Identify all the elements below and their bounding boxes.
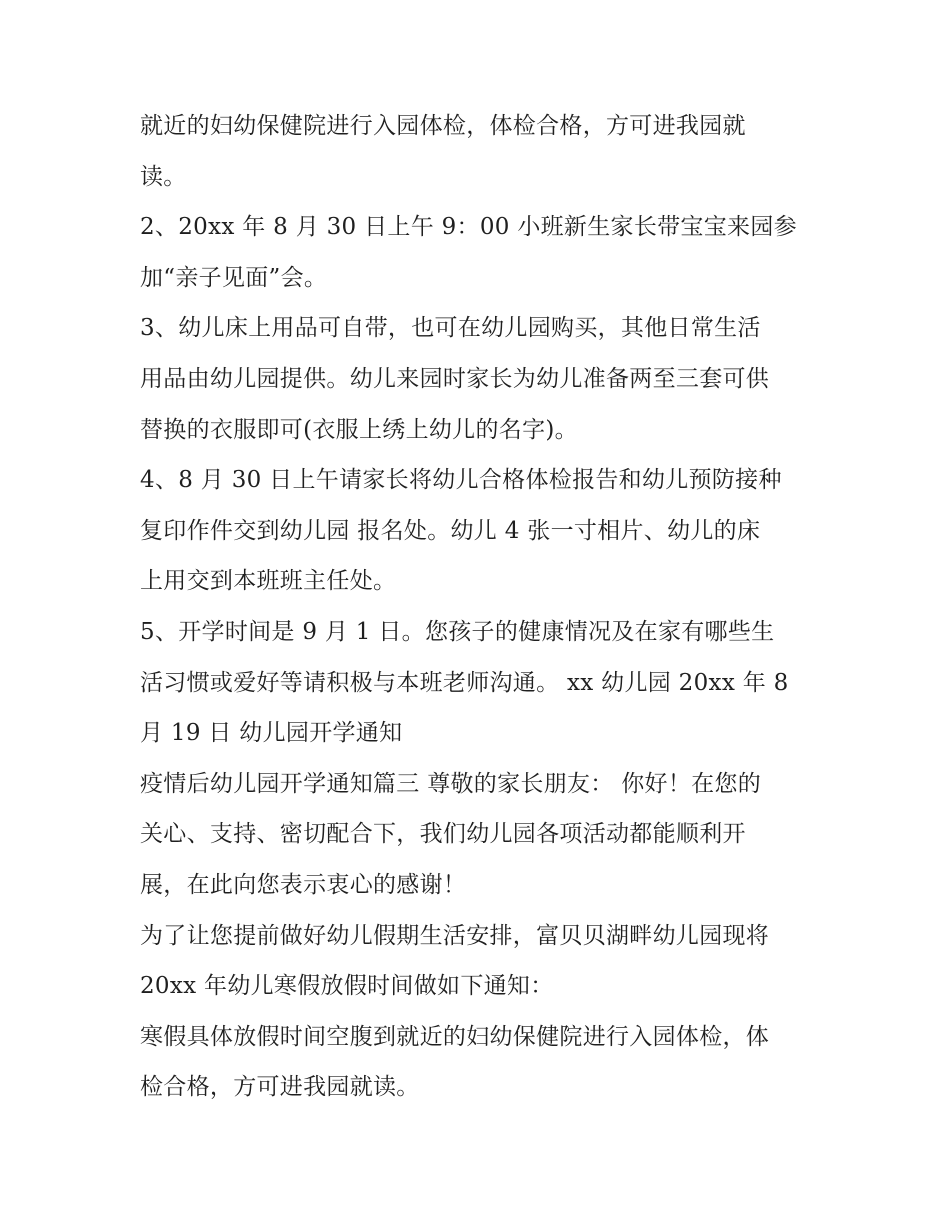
text-line: 替换的衣服即可(衣服上绣上幼儿的名字)。 xyxy=(140,416,578,443)
text-line: 活习惯或爱好等请积极与本班老师沟通。 xx 幼儿园 20xx 年 8 xyxy=(140,669,789,696)
text-line: 加“亲子见面”会。 xyxy=(140,264,328,291)
text-line: 关心、支持、密切配合下，我们幼儿园各项活动都能顺利开 xyxy=(140,821,746,848)
text-line: 检合格，方可进我园就读。 xyxy=(140,1074,420,1101)
text-line: 就近的妇幼保健院进行入园体检，体检合格，方可进我园就 xyxy=(140,113,746,139)
text-line: 月 19 日 幼儿园开学通知 xyxy=(140,720,403,747)
text-line: 为了让您提前做好幼儿假期生活安排，富贝贝湖畔幼儿园现将 xyxy=(140,922,770,949)
text-line: 展，在此向您表示衷心的感谢！ xyxy=(140,871,467,898)
text-line: 上用交到本班班主任处。 xyxy=(140,568,397,595)
document-body xyxy=(140,101,820,1113)
text-line: 2、20xx 年 8 月 30 日上午 9：00 小班新生家长带宝宝来园参 xyxy=(140,214,797,241)
text-line: 4、8 月 30 日上午请家长将幼儿合格体检报告和幼儿预防接种 xyxy=(140,467,782,494)
text-line: 寒假具体放假时间空腹到就近的妇幼保健院进行入园体检，体 xyxy=(140,1023,770,1050)
text-line: 读。 xyxy=(140,163,187,190)
text-line: 3、幼儿床上用品可自带，也可在幼儿园购买，其他日常生活 xyxy=(140,315,761,342)
text-line: 复印作件交到幼儿园 报名处。幼儿 4 张一寸相片、幼儿的床 xyxy=(140,517,761,544)
text-line: 20xx 年幼儿寒假放假时间做如下通知： xyxy=(140,973,554,1000)
text-line: 5、开学时间是 9 月 1 日。您孩子的健康情况及在家有哪些生 xyxy=(140,618,775,645)
text-line: 疫情后幼儿园开学通知篇三 尊敬的家长朋友： 你好！在您的 xyxy=(140,770,762,797)
text-line: 用品由幼儿园提供。幼儿来园时家长为幼儿准备两至三套可供 xyxy=(140,365,770,392)
